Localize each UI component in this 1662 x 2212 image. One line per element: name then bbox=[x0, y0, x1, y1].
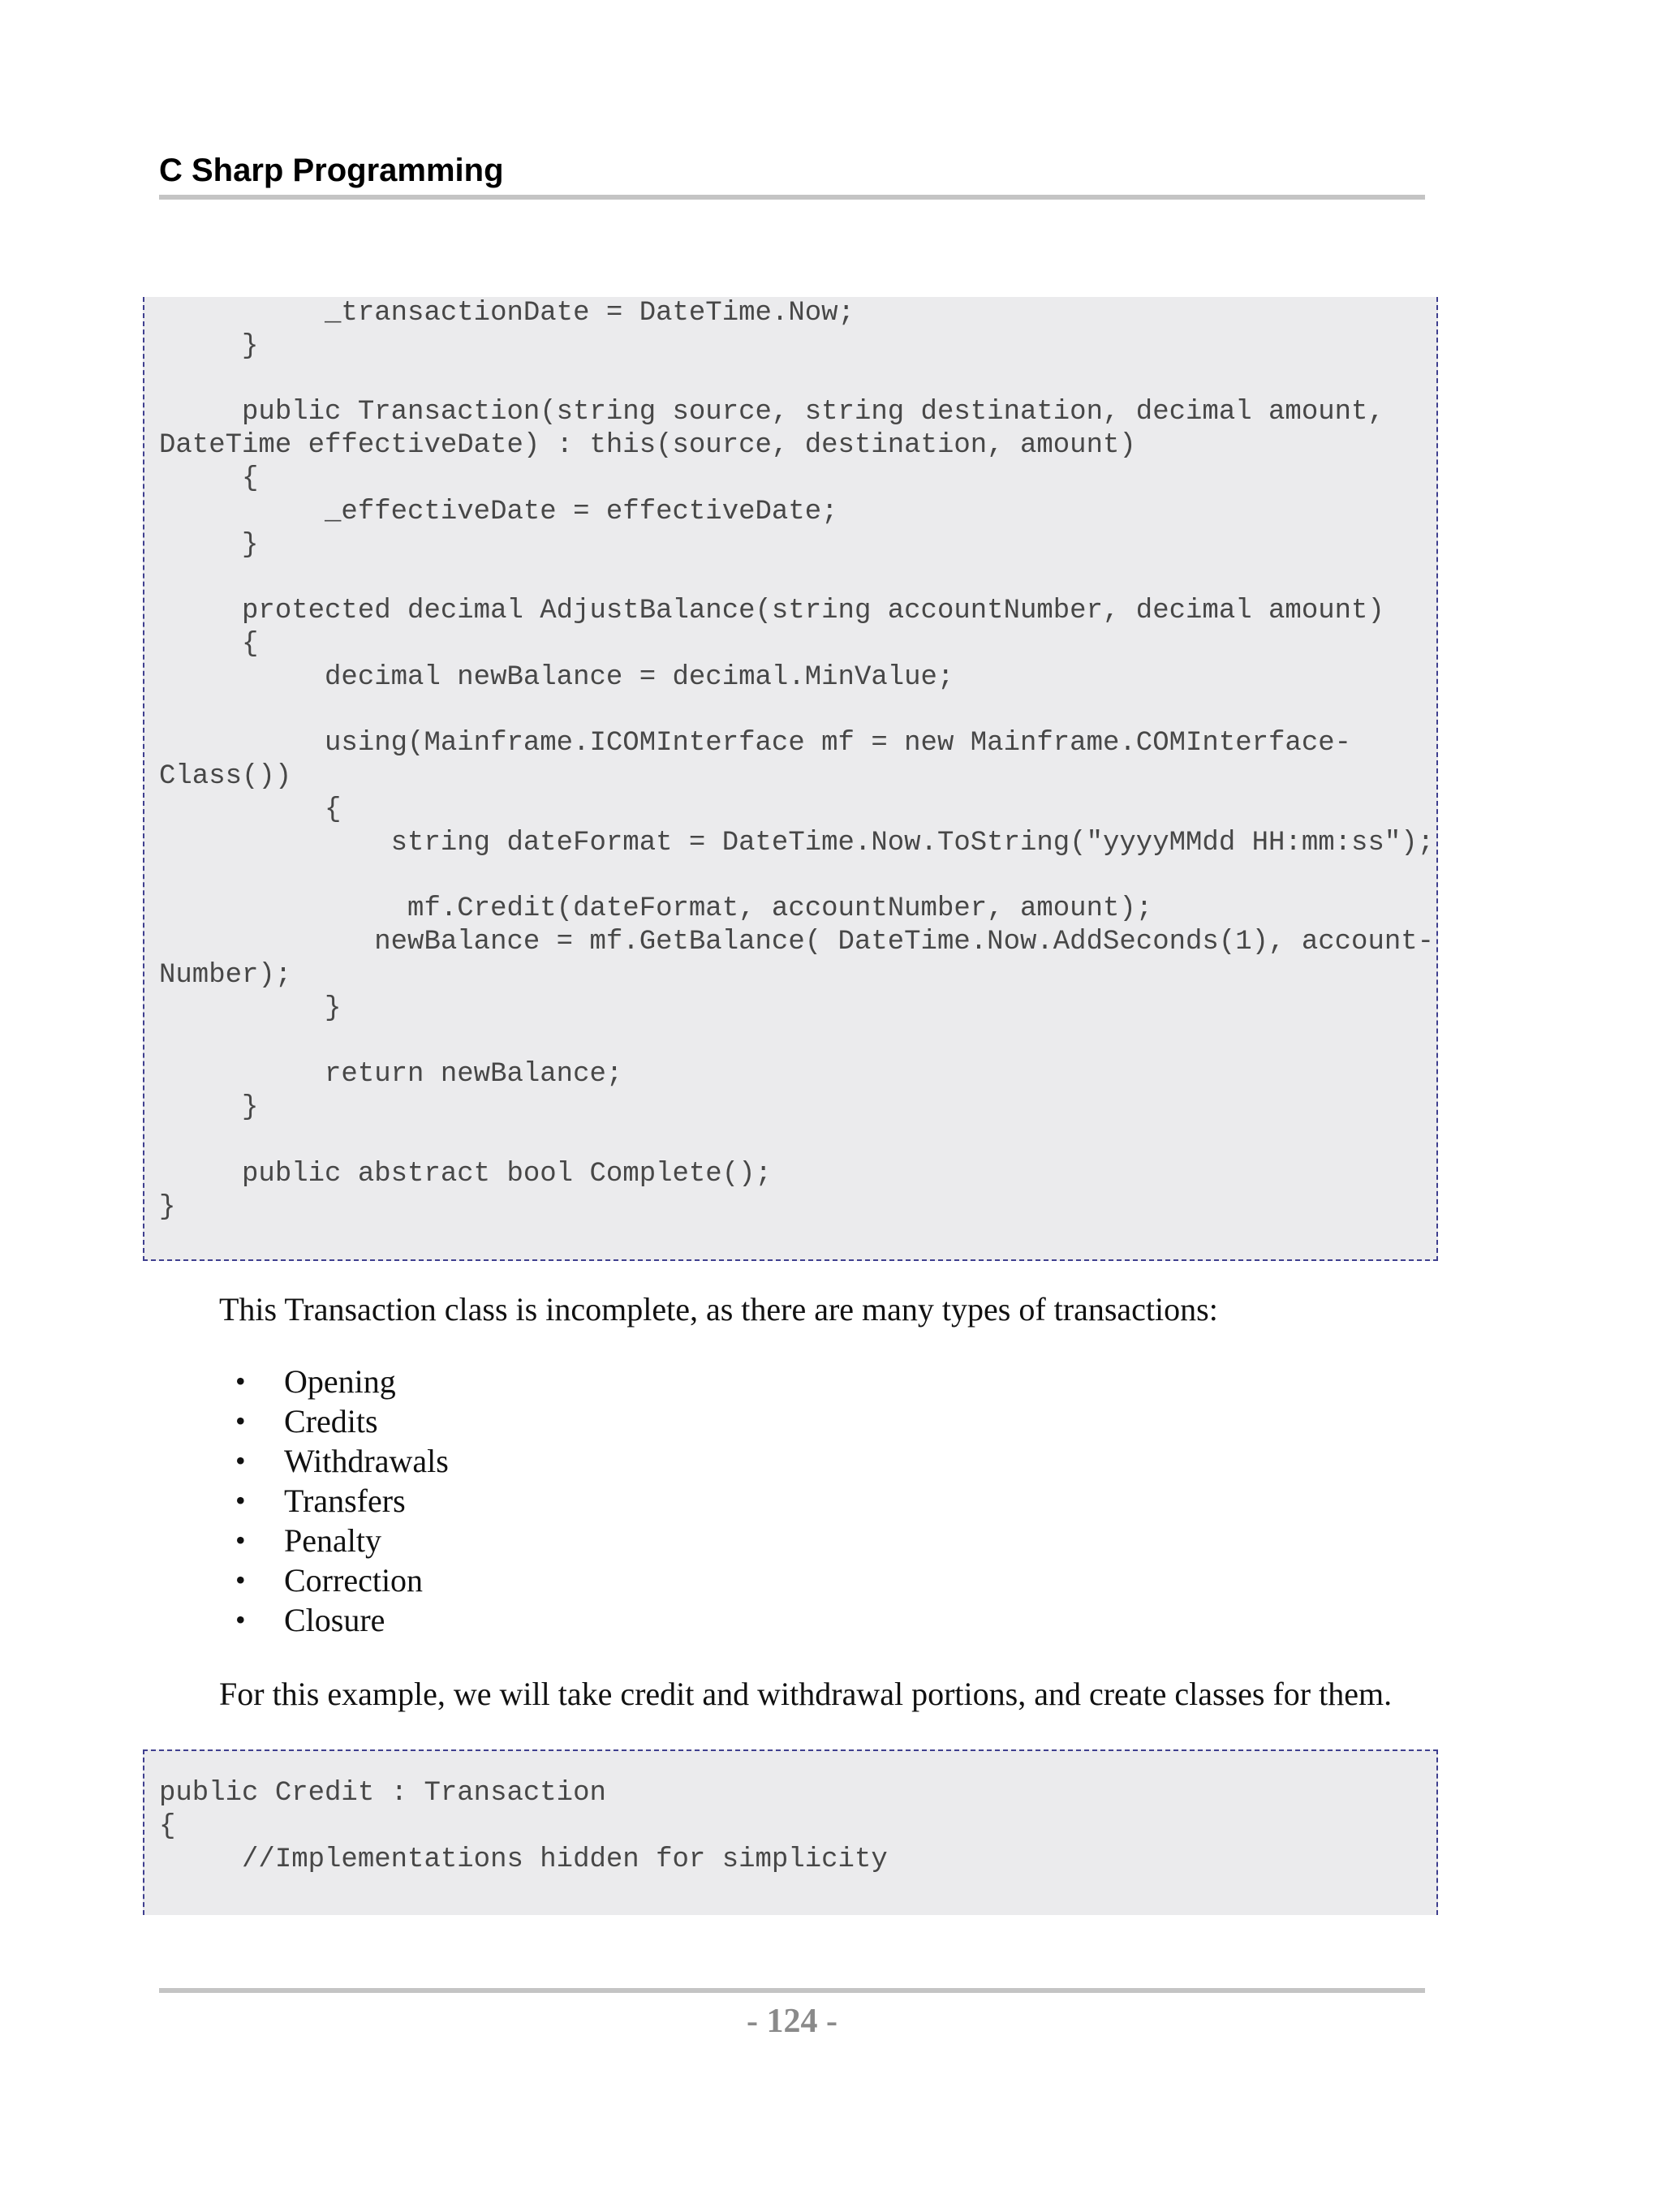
page-number: - 124 - bbox=[747, 2003, 837, 2040]
running-header-title: C Sharp Programming bbox=[159, 153, 504, 188]
intro-paragraph: This Transaction class is incomplete, as there are many types of transactions: bbox=[219, 1291, 1218, 1328]
transaction-types-list bbox=[235, 1362, 449, 1640]
list-item-label: Correction bbox=[284, 1562, 424, 1599]
list-item-label: Transfers bbox=[284, 1483, 406, 1519]
code-text-credit-class: public Credit : Transaction { //Implementations hidden for simplicity bbox=[159, 1778, 888, 1875]
list-item bbox=[235, 1441, 449, 1481]
code-block-transaction-class bbox=[143, 297, 1438, 1261]
bullet-icon: • bbox=[235, 1365, 246, 1397]
list-item-label: Opening bbox=[284, 1363, 396, 1400]
list-item bbox=[235, 1362, 449, 1401]
list-item bbox=[235, 1560, 449, 1600]
list-item-label: Credits bbox=[284, 1403, 378, 1440]
bullet-icon: • bbox=[235, 1564, 246, 1596]
bullet-icon: • bbox=[235, 1603, 246, 1636]
list-item bbox=[235, 1521, 449, 1560]
bullet-icon: • bbox=[235, 1524, 246, 1556]
list-item bbox=[235, 1481, 449, 1521]
bullet-icon: • bbox=[235, 1484, 246, 1517]
list-item-label: Closure bbox=[284, 1602, 385, 1638]
list-item-label: Withdrawals bbox=[284, 1443, 449, 1479]
list-item-label: Penalty bbox=[284, 1522, 381, 1559]
code-text-transaction-class: _transactionDate = DateTime.Now; } public Transaction(string source, string destination, decimal amount, DateTime effectiveDate) : this(source, destination, amount) { _effectiveDate = effectiveDate; } protected decimal AdjustBalance(string accountNumber, decimal amount) { decimal newBalance = decimal.MinValue; using(Mainframe.ICOMInterface mf = new Mainframe.COMInterface- Class()) { string dateFormat = DateTime.Now.ToString("yyyyMMdd HH:mm:ss"); mf.Credit(dateFormat, accountNumber, amount); newBalance = mf.GetBalance( DateTime.Now.AddSeconds(1), account- Number); } return newBalance; } public abstract bool Complete(); } bbox=[159, 298, 1435, 1223]
code-block-credit-class bbox=[143, 1749, 1438, 1915]
example-paragraph: For this example, we will take credit and withdrawal portions, and create classes for them. bbox=[219, 1676, 1393, 1712]
footer-rule bbox=[159, 1988, 1425, 1993]
bullet-icon: • bbox=[235, 1405, 246, 1437]
header-rule bbox=[159, 195, 1425, 200]
list-item bbox=[235, 1401, 449, 1441]
list-item bbox=[235, 1600, 449, 1640]
bullet-icon: • bbox=[235, 1444, 246, 1477]
